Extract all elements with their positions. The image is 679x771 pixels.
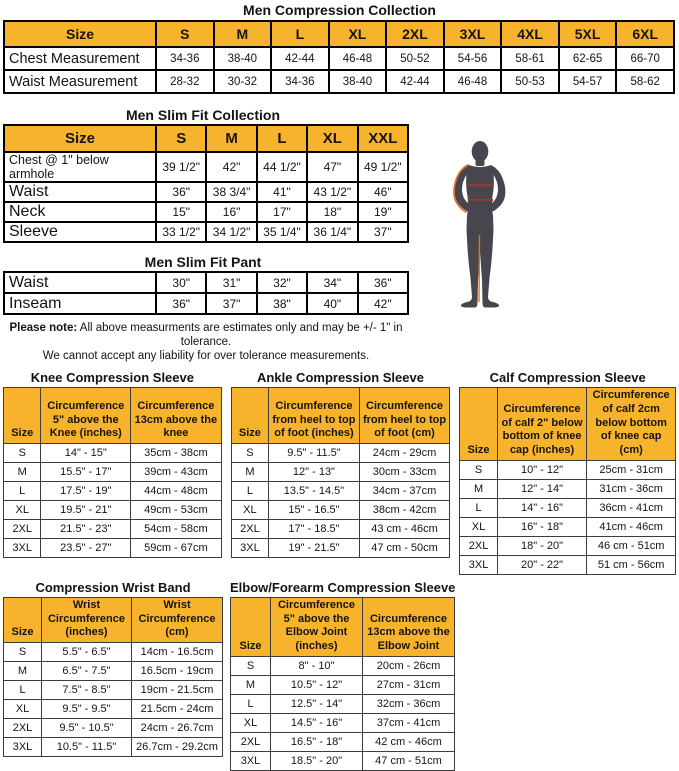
table-row	[460, 498, 676, 517]
value-cell: 34-36	[271, 70, 329, 93]
row-label-cell: L	[231, 694, 271, 713]
value-cell: 66-70	[616, 47, 674, 70]
value-cell: 54cm - 58cm	[131, 520, 222, 539]
value-cell: 7.5" - 8.5"	[42, 681, 132, 700]
value-cell: 47"	[307, 152, 357, 182]
value-cell: 54-56	[444, 47, 502, 70]
row-label-cell: 3XL	[460, 555, 497, 574]
inches-column-header: Circumference 5" above the Elbow Joint (inches)	[271, 597, 363, 656]
value-cell: 44 1/2"	[257, 152, 307, 182]
ankle-section	[231, 370, 451, 558]
table-row	[231, 501, 450, 520]
row-label-cell: Inseam	[4, 293, 156, 314]
value-cell: 19"	[358, 202, 408, 222]
table-row	[4, 719, 223, 738]
value-cell: 19.5" - 21"	[41, 501, 131, 520]
knee-sleeve-table	[3, 387, 222, 558]
value-cell: 36 1/4"	[307, 222, 357, 242]
row-label-cell: XL	[4, 700, 42, 719]
column-header-cell: Size	[4, 125, 156, 152]
row-label-cell: 2XL	[4, 719, 42, 738]
wrist-band-table	[3, 597, 223, 757]
value-cell: 24cm - 29cm	[359, 444, 450, 463]
value-cell: 18"	[307, 202, 357, 222]
value-cell: 19cm - 21.5cm	[132, 681, 223, 700]
row-label-cell: Waist	[4, 182, 156, 202]
value-cell: 13.5" - 14.5"	[269, 482, 360, 501]
column-header-cell: XL	[307, 125, 357, 152]
table-row	[231, 694, 455, 713]
row-label-cell: Chest @ 1" below armhole	[4, 152, 156, 182]
row-label-cell: Waist Measurement	[4, 70, 156, 93]
value-cell: 33 1/2"	[156, 222, 206, 242]
table-row	[460, 555, 676, 574]
row-label-cell: 2XL	[4, 520, 41, 539]
table-row	[4, 70, 674, 93]
table-header-row	[4, 125, 408, 152]
table-row	[460, 536, 676, 555]
value-cell: 49 1/2"	[358, 152, 408, 182]
value-cell: 10" - 12"	[497, 460, 587, 479]
knee-section	[3, 370, 222, 558]
row-label-cell: M	[4, 662, 42, 681]
value-cell: 12.5" - 14"	[271, 694, 363, 713]
value-cell: 21.5cm - 24cm	[132, 700, 223, 719]
value-cell: 5.5" - 6.5"	[42, 643, 132, 662]
column-header-cell: L	[257, 125, 307, 152]
inches-column-header: Circumference 5" above the Knee (inches)	[41, 388, 131, 444]
value-cell: 38cm - 42cm	[359, 501, 450, 520]
value-cell: 42 cm - 46cm	[363, 732, 455, 751]
value-cell: 38-40	[214, 47, 272, 70]
tolerance-note	[0, 321, 412, 363]
value-cell: 46"	[358, 182, 408, 202]
value-cell: 58-62	[616, 70, 674, 93]
value-cell: 9.5" - 11.5"	[269, 444, 360, 463]
table-header-row	[231, 597, 455, 656]
table-header-row	[4, 388, 222, 444]
value-cell: 35cm - 38cm	[131, 444, 222, 463]
table-row	[4, 47, 674, 70]
table-header-row	[4, 21, 674, 47]
value-cell: 14cm - 16.5cm	[132, 643, 223, 662]
value-cell: 17" - 18.5"	[269, 520, 360, 539]
row-label-cell: S	[231, 444, 268, 463]
value-cell: 27cm - 31cm	[363, 675, 455, 694]
row-label-cell: M	[231, 675, 271, 694]
value-cell: 14" - 15"	[41, 444, 131, 463]
table-row	[231, 444, 450, 463]
value-cell: 30-32	[214, 70, 272, 93]
row-label-cell: M	[460, 479, 497, 498]
value-cell: 32"	[257, 272, 307, 293]
table-row	[4, 681, 223, 700]
value-cell: 30cm - 33cm	[359, 463, 450, 482]
value-cell: 20" - 22"	[497, 555, 587, 574]
value-cell: 51 cm - 56cm	[587, 555, 676, 574]
value-cell: 8" - 10"	[271, 656, 363, 675]
cm-column-header: Circumference 13cm above the Elbow Joint	[363, 597, 455, 656]
elbow-section	[230, 580, 455, 771]
value-cell: 6.5" - 7.5"	[42, 662, 132, 681]
value-cell: 14" - 16"	[497, 498, 587, 517]
men-slim-fit-pant-table	[3, 271, 409, 315]
men-slim-fit-collection-table	[3, 124, 409, 243]
table-row	[4, 463, 222, 482]
row-label-cell: 2XL	[231, 732, 271, 751]
table-row	[4, 222, 408, 242]
table-row	[460, 517, 676, 536]
value-cell: 15.5" - 17"	[41, 463, 131, 482]
value-cell: 15" - 16.5"	[269, 501, 360, 520]
value-cell: 58-61	[501, 47, 559, 70]
row-label-cell: 3XL	[231, 539, 268, 558]
inches-column-header: Circumference of calf 2" below bottom of knee cap (inches)	[497, 388, 587, 461]
table-row	[231, 656, 455, 675]
table-header-row	[4, 597, 223, 642]
value-cell: 16.5" - 18"	[271, 732, 363, 751]
value-cell: 16.5cm - 19cm	[132, 662, 223, 681]
value-cell: 41"	[257, 182, 307, 202]
value-cell: 16" - 18"	[497, 517, 587, 536]
size-column-header: Size	[4, 388, 41, 444]
value-cell: 9.5" - 9.5"	[42, 700, 132, 719]
table-row	[4, 482, 222, 501]
table-row	[4, 202, 408, 222]
man-silhouette-figure	[447, 140, 513, 312]
value-cell: 36"	[358, 272, 408, 293]
row-label-cell: S	[460, 460, 497, 479]
value-cell: 24cm - 26.7cm	[132, 719, 223, 738]
value-cell: 25cm - 31cm	[587, 460, 676, 479]
row-label-cell: S	[231, 656, 271, 675]
men-compression-collection-table	[3, 20, 675, 94]
value-cell: 50-53	[501, 70, 559, 93]
column-header-cell: XL	[329, 21, 387, 47]
table-row	[4, 643, 223, 662]
table-row	[460, 479, 676, 498]
row-label-cell: L	[4, 482, 41, 501]
table-row	[231, 675, 455, 694]
man-silhouette-icon	[447, 140, 513, 312]
row-label-cell: Waist	[4, 272, 156, 293]
value-cell: 18" - 20"	[497, 536, 587, 555]
table-row	[231, 751, 455, 770]
value-cell: 37cm - 41cm	[363, 713, 455, 732]
value-cell: 21.5" - 23"	[41, 520, 131, 539]
row-label-cell: XL	[231, 713, 271, 732]
row-label-cell: M	[231, 463, 268, 482]
value-cell: 34 1/2"	[206, 222, 256, 242]
value-cell: 34"	[307, 272, 357, 293]
table-header-row	[231, 388, 450, 444]
row-label-cell: Neck	[4, 202, 156, 222]
row-label-cell: XL	[460, 517, 497, 536]
value-cell: 17.5" - 19"	[41, 482, 131, 501]
table-row	[4, 444, 222, 463]
column-header-cell: L	[271, 21, 329, 47]
table-row	[4, 539, 222, 558]
note-line2: We cannot accept any liability for over tolerance measurements.	[42, 350, 370, 362]
value-cell: 42-44	[271, 47, 329, 70]
value-cell: 36cm - 41cm	[587, 498, 676, 517]
value-cell: 38"	[257, 293, 307, 314]
value-cell: 47 cm - 50cm	[359, 539, 450, 558]
value-cell: 41cm - 46cm	[587, 517, 676, 536]
wrist-band-title: Compression Wrist Band	[35, 579, 191, 595]
value-cell: 50-52	[386, 47, 444, 70]
column-header-cell: 6XL	[616, 21, 674, 47]
column-header-cell: 2XL	[386, 21, 444, 47]
ankle-sleeve-table	[231, 387, 451, 558]
men-compression-collection-title: Men Compression Collection	[243, 2, 436, 18]
value-cell: 46-48	[444, 70, 502, 93]
chest-measure-line	[468, 184, 493, 186]
value-cell: 49cm - 53cm	[131, 501, 222, 520]
wrist-section	[3, 580, 223, 757]
row-label-cell: L	[231, 482, 268, 501]
cm-column-header: Circumference from heel to top of foot (cm)	[359, 388, 450, 444]
value-cell: 17"	[257, 202, 307, 222]
value-cell: 38-40	[329, 70, 387, 93]
value-cell: 46 cm - 51cm	[587, 536, 676, 555]
size-column-header: Size	[460, 388, 497, 461]
value-cell: 16"	[206, 202, 256, 222]
value-cell: 31"	[206, 272, 256, 293]
calf-sleeve-table	[459, 387, 676, 575]
table-row	[231, 463, 450, 482]
table-row	[231, 520, 450, 539]
column-header-cell: XXL	[358, 125, 408, 152]
column-header-cell: 3XL	[444, 21, 502, 47]
cm-column-header: Circumference 13cm above the knee	[131, 388, 222, 444]
value-cell: 42-44	[386, 70, 444, 93]
table-row	[4, 293, 408, 314]
value-cell: 26.7cm - 29.2cm	[132, 738, 223, 757]
value-cell: 46-48	[329, 47, 387, 70]
row-label-cell: Sleeve	[4, 222, 156, 242]
value-cell: 32cm - 36cm	[363, 694, 455, 713]
value-cell: 44cm - 48cm	[131, 482, 222, 501]
column-header-cell: S	[156, 21, 214, 47]
row-label-cell: S	[4, 444, 41, 463]
note-line1: All above measurments are estimates only and may be +/- 1" in tolerance.	[77, 322, 403, 348]
column-header-cell: S	[156, 125, 206, 152]
value-cell: 35 1/4"	[257, 222, 307, 242]
row-label-cell: XL	[4, 501, 41, 520]
row-label-cell: 3XL	[4, 738, 42, 757]
value-cell: 47 cm - 51cm	[363, 751, 455, 770]
value-cell: 42"	[358, 293, 408, 314]
value-cell: 54-57	[559, 70, 617, 93]
cm-column-header: Wrist Circumference (cm)	[132, 597, 223, 642]
value-cell: 36"	[156, 182, 206, 202]
calf-sleeve-title: Calf Compression Sleeve	[489, 370, 646, 385]
value-cell: 42"	[206, 152, 256, 182]
row-label-cell: XL	[231, 501, 268, 520]
value-cell: 59cm - 67cm	[131, 539, 222, 558]
value-cell: 10.5" - 12"	[271, 675, 363, 694]
elbow-forearm-sleeve-title: Elbow/Forearm Compression Sleeve	[230, 579, 456, 595]
inches-column-header: Circumference from heel to top of foot (inches)	[269, 388, 360, 444]
men-slim-fit-pant-title: Men Slim Fit Pant	[144, 254, 262, 270]
table-header-row	[460, 388, 676, 461]
value-cell: 39cm - 43cm	[131, 463, 222, 482]
value-cell: 43 1/2"	[307, 182, 357, 202]
value-cell: 39 1/2"	[156, 152, 206, 182]
note-label: Please note:	[9, 322, 78, 334]
column-header-cell: 5XL	[559, 21, 617, 47]
row-label-cell: S	[4, 643, 42, 662]
value-cell: 62-65	[559, 47, 617, 70]
table-row	[460, 460, 676, 479]
table-row	[4, 700, 223, 719]
value-cell: 34cm - 37cm	[359, 482, 450, 501]
men-slim-fit-collection-title: Men Slim Fit Collection	[125, 107, 280, 123]
value-cell: 28-32	[156, 70, 214, 93]
value-cell: 37"	[206, 293, 256, 314]
waist-measure-line	[468, 199, 493, 201]
size-column-header: Size	[231, 597, 271, 656]
table-row	[4, 501, 222, 520]
value-cell: 38 3/4"	[206, 182, 256, 202]
cm-column-header: Circumference of calf 2cm below bottom of knee cap (cm)	[587, 388, 676, 461]
elbow-forearm-sleeve-table	[230, 597, 455, 771]
knee-sleeve-title: Knee Compression Sleeve	[30, 370, 194, 385]
value-cell: 18.5" - 20"	[271, 751, 363, 770]
value-cell: 12" - 14"	[497, 479, 587, 498]
row-label-cell: 3XL	[4, 539, 41, 558]
value-cell: 12" - 13"	[269, 463, 360, 482]
column-header-cell: M	[214, 21, 272, 47]
value-cell: 14.5" - 16"	[271, 713, 363, 732]
row-label-cell: L	[4, 681, 42, 700]
row-label-cell: L	[460, 498, 497, 517]
value-cell: 10.5" - 11.5"	[42, 738, 132, 757]
value-cell: 20cm - 26cm	[363, 656, 455, 675]
table-row	[4, 662, 223, 681]
column-header-cell: 4XL	[501, 21, 559, 47]
value-cell: 19" - 21.5"	[269, 539, 360, 558]
value-cell: 40"	[307, 293, 357, 314]
size-column-header: Size	[231, 388, 268, 444]
size-column-header: Size	[4, 597, 42, 642]
calf-section	[459, 370, 676, 575]
size-chart-page	[0, 2, 679, 767]
value-cell: 31cm - 36cm	[587, 479, 676, 498]
value-cell: 9.5" - 10.5"	[42, 719, 132, 738]
table-row	[231, 713, 455, 732]
row-label-cell: Chest Measurement	[4, 47, 156, 70]
value-cell: 43 cm - 46cm	[359, 520, 450, 539]
table-row	[231, 539, 450, 558]
table-row	[4, 182, 408, 202]
value-cell: 34-36	[156, 47, 214, 70]
inseam-measure-line	[479, 235, 480, 302]
value-cell: 37"	[358, 222, 408, 242]
table-row	[231, 482, 450, 501]
column-header-cell: M	[206, 125, 256, 152]
ankle-sleeve-title: Ankle Compression Sleeve	[257, 370, 424, 385]
row-label-cell: 2XL	[460, 536, 497, 555]
row-label-cell: 3XL	[231, 751, 271, 770]
value-cell: 15"	[156, 202, 206, 222]
table-row	[4, 272, 408, 293]
column-header-cell: Size	[4, 21, 156, 47]
row-label-cell: M	[4, 463, 41, 482]
row-label-cell: 2XL	[231, 520, 268, 539]
value-cell: 23.5" - 27"	[41, 539, 131, 558]
table-row	[4, 520, 222, 539]
value-cell: 30"	[156, 272, 206, 293]
inches-column-header: Wrist Circumference (inches)	[42, 597, 132, 642]
table-row	[231, 732, 455, 751]
table-row	[4, 738, 223, 757]
value-cell: 36"	[156, 293, 206, 314]
table-row	[4, 152, 408, 182]
